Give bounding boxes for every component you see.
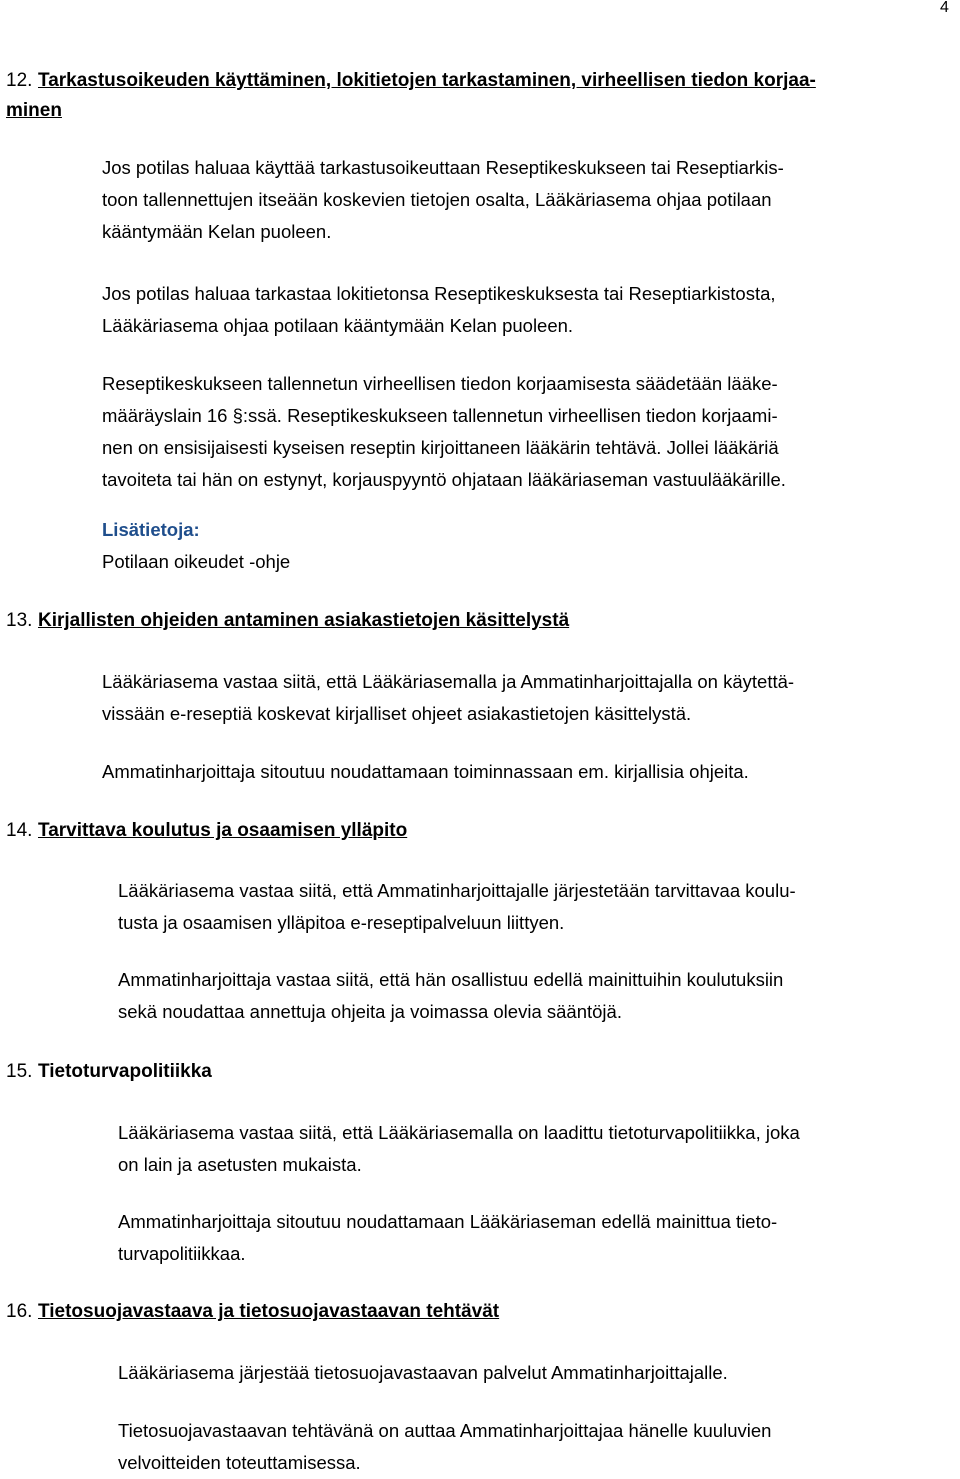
section-title-line1: Tarkastusoikeuden käyttäminen, lokitietojen tarkastaminen, virheellisen tiedon korjaa-	[38, 70, 816, 91]
section-14-paragraph-1: Lääkäriasema vastaa siitä, että Ammatinharjoittajalle järjestetään tarvittavaa koulu- tusta ja osaamisen ylläpitoa e-reseptipalveluun liittyen.	[118, 880, 796, 933]
section-title: Tietosuojavastaava ja tietosuojavastaavan tehtävät	[38, 1301, 500, 1322]
section-16-heading	[6, 1297, 499, 1327]
section-12-paragraph-1: Jos potilas haluaa käyttää tarkastusoikeuttaan Reseptikeskukseen tai Reseptiarkis- toon tallennettujen itseään koskevien tietojen osalta, Lääkäriasema ohjaa potilaan kääntymään Kelan puoleen.	[102, 157, 784, 242]
more-info-label: Lisätietoja:	[102, 519, 200, 540]
section-title-line2: minen	[6, 100, 62, 121]
section-14-heading	[6, 816, 407, 846]
section-number: 14.	[6, 820, 33, 841]
section-number: 15.	[6, 1061, 33, 1082]
section-number: 13.	[6, 610, 33, 631]
section-12-heading	[6, 66, 921, 126]
section-14-paragraph-2: Ammatinharjoittaja vastaa siitä, että hän osallistuu edellä mainittuihin koulutuksiin sekä noudattaa annettuja ohjeita ja voimassa olevia sääntöjä.	[118, 969, 784, 1022]
section-12-paragraph-2: Jos potilas haluaa tarkastaa lokitietonsa Reseptikeskuksesta tai Reseptiarkistosta, Lääkäriasema ohjaa potilaan kääntymään Kelan puoleen.	[102, 283, 776, 336]
section-15-paragraph-2: Ammatinharjoittaja sitoutuu noudattamaan Lääkäriaseman edellä mainittua tieto- turvapolitiikkaa.	[118, 1211, 778, 1264]
section-16-paragraph-2: Tietosuojavastaavan tehtävänä on auttaa Ammatinharjoittajaa hänelle kuuluvien velvoitteiden toteuttamisessa.	[118, 1420, 772, 1473]
section-number: 16.	[6, 1301, 33, 1322]
section-title: Tarvittava koulutus ja osaamisen ylläpito	[38, 820, 408, 841]
patient-rights-guide-link[interactable]: Potilaan oikeudet -ohje	[102, 551, 291, 572]
section-16-paragraph-1: Lääkäriasema järjestää tietosuojavastaavan palvelut Ammatinharjoittajalle.	[118, 1362, 728, 1383]
section-title: Kirjallisten ohjeiden antaminen asiakastietojen käsittelystä	[38, 610, 570, 631]
section-15-paragraph-1: Lääkäriasema vastaa siitä, että Lääkäriasemalla on laadittu tietoturvapolitiikka, joka on lain ja asetusten mukaista.	[118, 1122, 800, 1175]
section-13-paragraph-1: Lääkäriasema vastaa siitä, että Lääkäriasemalla ja Ammatinharjoittajalla on käytettä- vissään e-reseptiä koskevat kirjalliset ohjeet asiakastietojen käsittelystä.	[102, 671, 795, 724]
section-13-heading	[6, 606, 569, 636]
section-number: 12.	[6, 70, 33, 91]
page-number: 4	[940, 0, 949, 16]
section-15-heading	[6, 1057, 212, 1087]
section-title: Tietoturvapolitiikka	[38, 1061, 212, 1082]
section-13-paragraph-2: Ammatinharjoittaja sitoutuu noudattamaan toiminnassaan em. kirjallisia ohjeita.	[102, 761, 749, 782]
section-12-paragraph-3: Reseptikeskukseen tallennetun virheellisen tiedon korjaamisesta säädetään lääke- määräyslain 16 §:ssä. Reseptikeskukseen tallennetun virheellisen tiedon korjaami- nen on ensisijaisesti kyseisen reseptin kirjoittaneen lääkärin tehtävä. Jollei lääkäriä tavoiteta tai hän on estynyt, korjauspyyntö ohjataan lääkäriaseman vastuulääkärille.	[102, 373, 786, 490]
